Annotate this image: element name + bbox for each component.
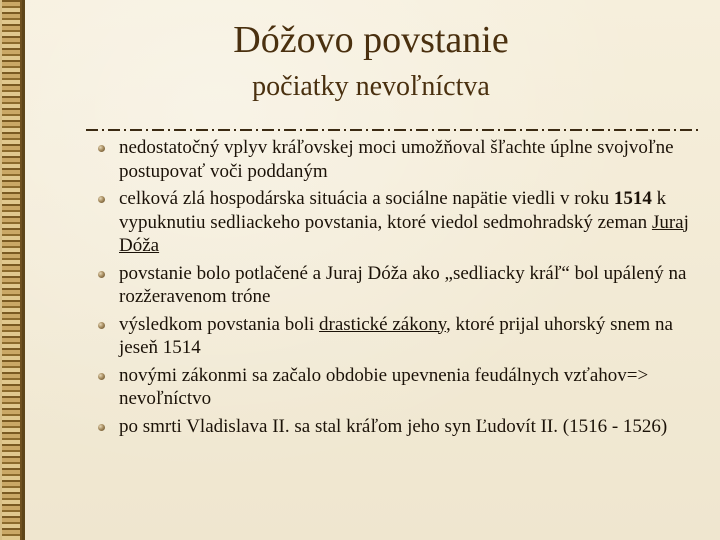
bullet-text: po smrti Vladislava II. sa stal kráľom jeho syn Ľudovít II. (1516 - 1526)	[119, 415, 668, 437]
bullet-dot-icon	[98, 196, 105, 203]
bullet-list	[96, 136, 700, 442]
bullet-dot-icon	[98, 271, 105, 278]
bullet-dot-icon	[98, 373, 105, 380]
slide-title: Dóžovo povstanie	[233, 19, 509, 61]
bullet-text: nedostatočný vplyv kráľovskej moci umožňoval šľachte úplne svojvoľne postupovať voči poddaným	[119, 137, 674, 182]
bullet-item	[96, 364, 700, 411]
bullet-year: 1514	[613, 188, 652, 209]
link-juraj-doza[interactable]: Juraj Dóža	[119, 211, 689, 256]
bullet-dot-icon	[98, 145, 105, 152]
slide-subtitle: počiatky nevoľníctva	[252, 71, 490, 102]
bullet-item	[96, 313, 700, 360]
link-drasticke-zakony[interactable]: drastické zákony	[319, 313, 446, 335]
bullet-text: povstanie bolo potlačené a Juraj Dóža ako „sedliacky kráľ“ bol upálený na rozžeravenom tróne	[119, 262, 687, 307]
bullet-item	[96, 415, 700, 439]
bullet-text-mid: k vypuknutiu sedliackeho povstania, ktoré viedol sedmohradský zeman	[119, 188, 667, 233]
bullet-dot-icon	[98, 424, 105, 431]
bullet-text-pre: výsledkom povstania boli	[119, 313, 320, 335]
bullet-text-post: , ktoré prijal uhorský snem na jeseň 1514	[119, 313, 673, 358]
decorative-left-border	[0, 0, 22, 540]
bullet-item	[96, 136, 700, 183]
bullet-text-pre: celková zlá hospodárska situácia a sociálne napätie viedli v roku	[119, 188, 614, 209]
bullet-item	[96, 262, 700, 309]
divider	[86, 129, 698, 131]
bullet-item	[96, 187, 700, 258]
bullet-text: novými zákonmi sa začalo obdobie upevnenia feudálnych vzťahov=> nevoľníctvo	[119, 364, 649, 409]
bullet-dot-icon	[98, 322, 105, 329]
